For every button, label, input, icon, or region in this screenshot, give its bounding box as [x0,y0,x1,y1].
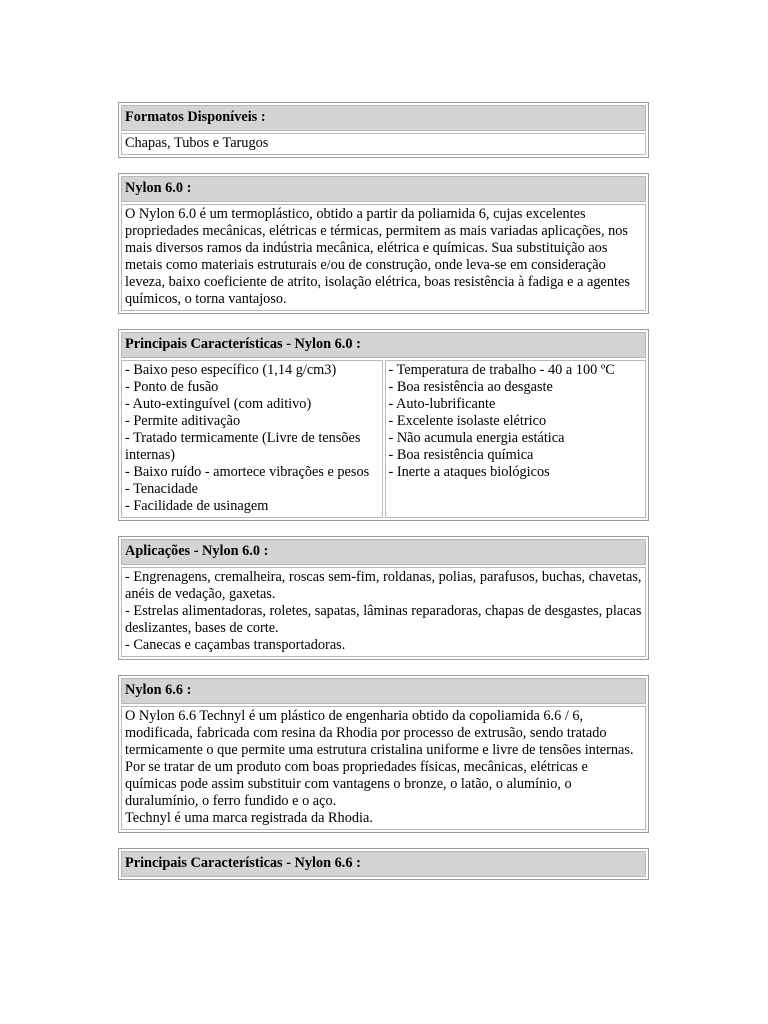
feature-item: - Baixo peso específico (1,14 g/cm3) [125,362,337,378]
caracteristicas60-table [118,329,649,521]
nylon60-header: Nylon 6.0 : [121,176,646,202]
aplicacoes60-header: Aplicações - Nylon 6.0 : [121,539,646,565]
feature-item: - Excelente isolaste elétrico [388,413,547,429]
feature-item: - Tenacidade [125,481,198,497]
document [118,102,649,895]
nylon66-table [118,675,649,833]
caracteristicas60-left-list [121,360,383,518]
feature-item: - Não acumula energia estática [388,430,565,446]
feature-item: - Boa resistência química [388,447,534,463]
caracteristicas60-header: Principais Características - Nylon 6.0 : [121,332,646,358]
feature-item: - Auto-lubrificante [388,396,496,412]
caracteristicas60-right-list [385,360,647,518]
feature-item: - Auto-extinguível (com aditivo) [125,396,312,412]
feature-item: - Ponto de fusão [125,379,219,395]
nylon60-description: O Nylon 6.0 é um termoplástico, obtido a partir da poliamida 6, cujas excelentes propriedades mecânicas, elétricas e térmicas, permitem as mais variadas aplicações, nos mais diversos ramos da indústria mecânica, elétrica e químicas. Sua substituição aos metais como materiais estruturais e/ou de construção, onde leva-se em consideração leveza, baixo coeficiente de atrito, isolação elétrica, boas resistência à fadiga e a agentes químicos, o torna vantajoso. [121,204,646,311]
caracteristicas66-table [118,848,649,880]
nylon66-description-cell [121,706,646,830]
formatos-text: Chapas, Tubos e Tarugos [121,133,646,155]
formatos-table [118,102,649,158]
application-item: - Estrelas alimentadoras, roletes, sapatas, lâminas reparadoras, chapas de desgastes, placas deslizantes, bases de corte. [125,603,642,636]
feature-item: - Temperatura de trabalho - 40 a 100 ºC [388,362,615,378]
application-item: - Engrenagens, cremalheira, roscas sem-fim, roldanas, polias, parafusos, buchas, chavetas, anéis de vedação, gaxetas. [125,569,642,602]
caracteristicas66-header: Principais Características - Nylon 6.6 : [121,851,646,877]
feature-item: - Baixo ruído - amortece vibrações e pesos [125,464,370,480]
aplicacoes60-table [118,536,649,660]
formatos-header: Formatos Disponíveis : [121,105,646,131]
nylon60-table [118,173,649,314]
application-item: - Canecas e caçambas transportadoras. [125,637,346,653]
nylon66-header: Nylon 6.6 : [121,678,646,704]
feature-item: - Permite aditivação [125,413,241,429]
nylon66-description: O Nylon 6.6 Technyl é um plástico de engenharia obtido da copoliamida 6.6 / 6, modificada, fabricada com resina da Rhodia por processo de extrusão, sendo tratado termicamente o que permite uma estrutura cristalina uniforme e livre de tensões internas. Por se tratar de um produto com boas propriedades físicas, mecânicas, elétricas e químicas pode assim substituir com vantagens o bronze, o latão, o alumínio, o duralumínio, o ferro fundido e o aço. [125,708,634,809]
feature-item: - Inerte a ataques biológicos [388,464,550,480]
feature-item: - Boa resistência ao desgaste [388,379,553,395]
feature-item: - Facilidade de usinagem [125,498,269,514]
feature-item: - Tratado termicamente (Livre de tensões internas) [125,430,361,463]
aplicacoes60-list [121,567,646,657]
nylon66-trademark-note: Technyl é uma marca registrada da Rhodia. [125,810,373,826]
